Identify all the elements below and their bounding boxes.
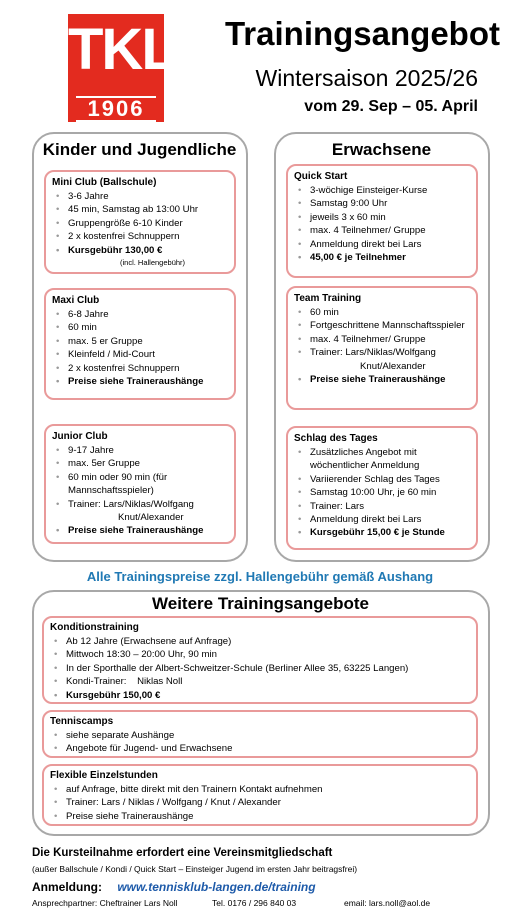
team-training-price-list: [294, 373, 470, 386]
list-item: • Variierender Schlag des Tages: [294, 473, 470, 486]
list-item: • 3-6 Jahre: [52, 190, 228, 203]
list-item: • 6-8 Jahre: [52, 308, 228, 321]
more-panel-title: Weitere Trainingsangebote: [152, 594, 369, 613]
list-item: • Angebote für Jugend- und Erwachsene: [50, 742, 470, 755]
list-item: • 2 x kostenfrei Schnuppern: [52, 362, 228, 375]
list-item: • Kondi-Trainer: Niklas Noll: [50, 675, 470, 688]
adults-panel-title: Erwachsene: [331, 140, 432, 159]
list-item: • Mittwoch 18:30 – 20:00 Uhr, 90 min: [50, 648, 470, 661]
junior-club-card: [44, 424, 236, 544]
list-item: • Ab 12 Jahre (Erwachsene auf Anfrage): [50, 635, 470, 648]
more-panel: [32, 590, 490, 836]
club-logo: [68, 14, 175, 122]
logo-year: 1906: [76, 96, 156, 122]
list-item: • Trainer: Lars/Niklas/Wolfgang: [52, 498, 228, 511]
list-item: • Zusätzliches Angebot mit wöchentlicher Anmeldung: [294, 446, 470, 473]
einzelstunden-title: Flexible Einzelstunden: [50, 770, 158, 781]
list-item: • Trainer: Lars/Niklas/Wolfgang: [294, 346, 470, 359]
logo-text: TKL: [68, 17, 175, 82]
signup-link[interactable]: www.tennisklub-langen.de/training: [117, 880, 316, 894]
maxi-club-price: • Preise siehe Traineraushänge: [52, 375, 228, 388]
contact-person: Ansprechpartner: Cheftrainer Lars Noll: [32, 898, 178, 908]
list-item: • siehe separate Aushänge: [50, 729, 470, 742]
list-item: • In der Sporthalle der Albert-Schweitzer-Schule (Berliner Allee 35, 63225 Langen): [50, 662, 470, 675]
list-item: • 60 min: [52, 321, 228, 334]
list-item: • 3-wöchige Einsteiger-Kurse: [294, 184, 470, 197]
kids-panel-title: Kinder und Jugendliche: [42, 140, 237, 159]
team-training-title: Team Training: [294, 293, 362, 304]
list-item: • Samstag 9:00 Uhr: [294, 197, 470, 210]
junior-club-price-list: [52, 524, 228, 537]
schlag-des-tages-price: • Kursgebühr 15,00 € je Stunde: [294, 526, 470, 539]
mini-club-title: Mini Club (Ballschule): [52, 177, 157, 188]
signup-line: [32, 880, 492, 895]
list-item: • Preise siehe Traineraushänge: [50, 810, 470, 823]
mini-club-price: • Kursgebühr 130,00 €: [52, 244, 228, 257]
contact-email[interactable]: email: lars.noll@aol.de: [344, 898, 431, 908]
list-item: • 60 min oder 90 min (für Mannschaftsspieler): [52, 471, 228, 498]
list-item: • max. 5 er Gruppe: [52, 335, 228, 348]
price-notice: Alle Trainingspreise zzgl. Hallengebühr gemäß Aushang: [86, 569, 434, 584]
quick-start-price: • 45,00 € je Teilnehmer: [294, 251, 470, 264]
membership-requirement: Die Kursteilnahme erfordert eine Vereinsmitgliedschaft: [32, 847, 333, 859]
team-training-card: [286, 286, 478, 410]
list-item: • Kleinfeld / Mid-Court: [52, 348, 228, 361]
kondition-title: Konditionstraining: [50, 622, 139, 633]
mini-club-list: [52, 190, 228, 257]
list-item: • Samstag 10:00 Uhr, je 60 min: [294, 486, 470, 499]
quick-start-title: Quick Start: [294, 171, 348, 182]
kondition-price: • Kursgebühr 150,00 €: [50, 689, 470, 702]
junior-club-list: [52, 444, 228, 511]
team-training-list: [294, 306, 470, 360]
maxi-club-list: [52, 308, 228, 388]
team-trainer-continued: Knut/Alexander: [360, 360, 426, 372]
list-item: • jeweils 3 x 60 min: [294, 211, 470, 224]
junior-club-title: Junior Club: [52, 431, 108, 442]
signup-label: Anmeldung:: [32, 880, 102, 894]
list-item: • 2 x kostenfrei Schnuppern: [52, 230, 228, 243]
list-item: • auf Anfrage, bitte direkt mit den Trainern Kontakt aufnehmen: [50, 783, 470, 796]
list-item: • max. 4 Teilnehmer/ Gruppe: [294, 333, 470, 346]
kids-panel: [32, 132, 248, 562]
list-item: • max. 5er Gruppe: [52, 457, 228, 470]
mini-club-price-note: (incl. Hallengebühr): [120, 258, 186, 268]
list-item: • Gruppengröße 6-10 Kinder: [52, 217, 228, 230]
schlag-des-tages-list: [294, 446, 470, 540]
schlag-des-tages-card: [286, 426, 478, 550]
list-item: • Trainer: Lars / Niklas / Wolfgang / Knut / Alexander: [50, 796, 470, 809]
maxi-club-card: [44, 288, 236, 400]
junior-club-price: • Preise siehe Traineraushänge: [52, 524, 228, 537]
tenniscamps-card: [42, 710, 478, 758]
schlag-des-tages-title: Schlag des Tages: [294, 433, 378, 444]
quick-start-card: [286, 164, 478, 278]
list-item: • Trainer: Lars: [294, 500, 470, 513]
list-item: • Anmeldung direkt bei Lars: [294, 513, 470, 526]
einzelstunden-list: [50, 783, 470, 823]
list-item: • 9-17 Jahre: [52, 444, 228, 457]
list-item: • max. 4 Teilnehmer/ Gruppe: [294, 224, 470, 237]
tenniscamps-title: Tenniscamps: [50, 716, 114, 727]
season-subtitle: Wintersaison 2025/26: [255, 65, 478, 91]
list-item: • 60 min: [294, 306, 470, 319]
einzelstunden-card: [42, 764, 478, 826]
list-item: • Fortgeschrittene Mannschaftsspieler: [294, 319, 470, 332]
junior-trainer-continued: Knut/Alexander: [118, 512, 184, 524]
quick-start-list: [294, 184, 470, 264]
list-item: • 45 min, Samstag ab 13:00 Uhr: [52, 203, 228, 216]
list-item: • Anmeldung direkt bei Lars: [294, 238, 470, 251]
page-title: Trainingsangebot: [224, 15, 500, 52]
maxi-club-title: Maxi Club: [52, 295, 100, 306]
membership-note: (außer Ballschule / Kondi / Quick Start – Einsteiger Jugend im ersten Jahr beitragsfrei): [32, 864, 358, 874]
contact-phone: Tel. 0176 / 296 840 03: [212, 898, 297, 908]
kondition-list: [50, 635, 470, 702]
team-training-price: • Preise siehe Traineraushänge: [294, 373, 470, 386]
mini-club-card: [44, 170, 236, 274]
adults-panel: [274, 132, 490, 562]
season-dates: vom 29. Sep – 05. April: [304, 98, 478, 115]
kondition-card: [42, 616, 478, 704]
tenniscamps-list: [50, 729, 470, 756]
